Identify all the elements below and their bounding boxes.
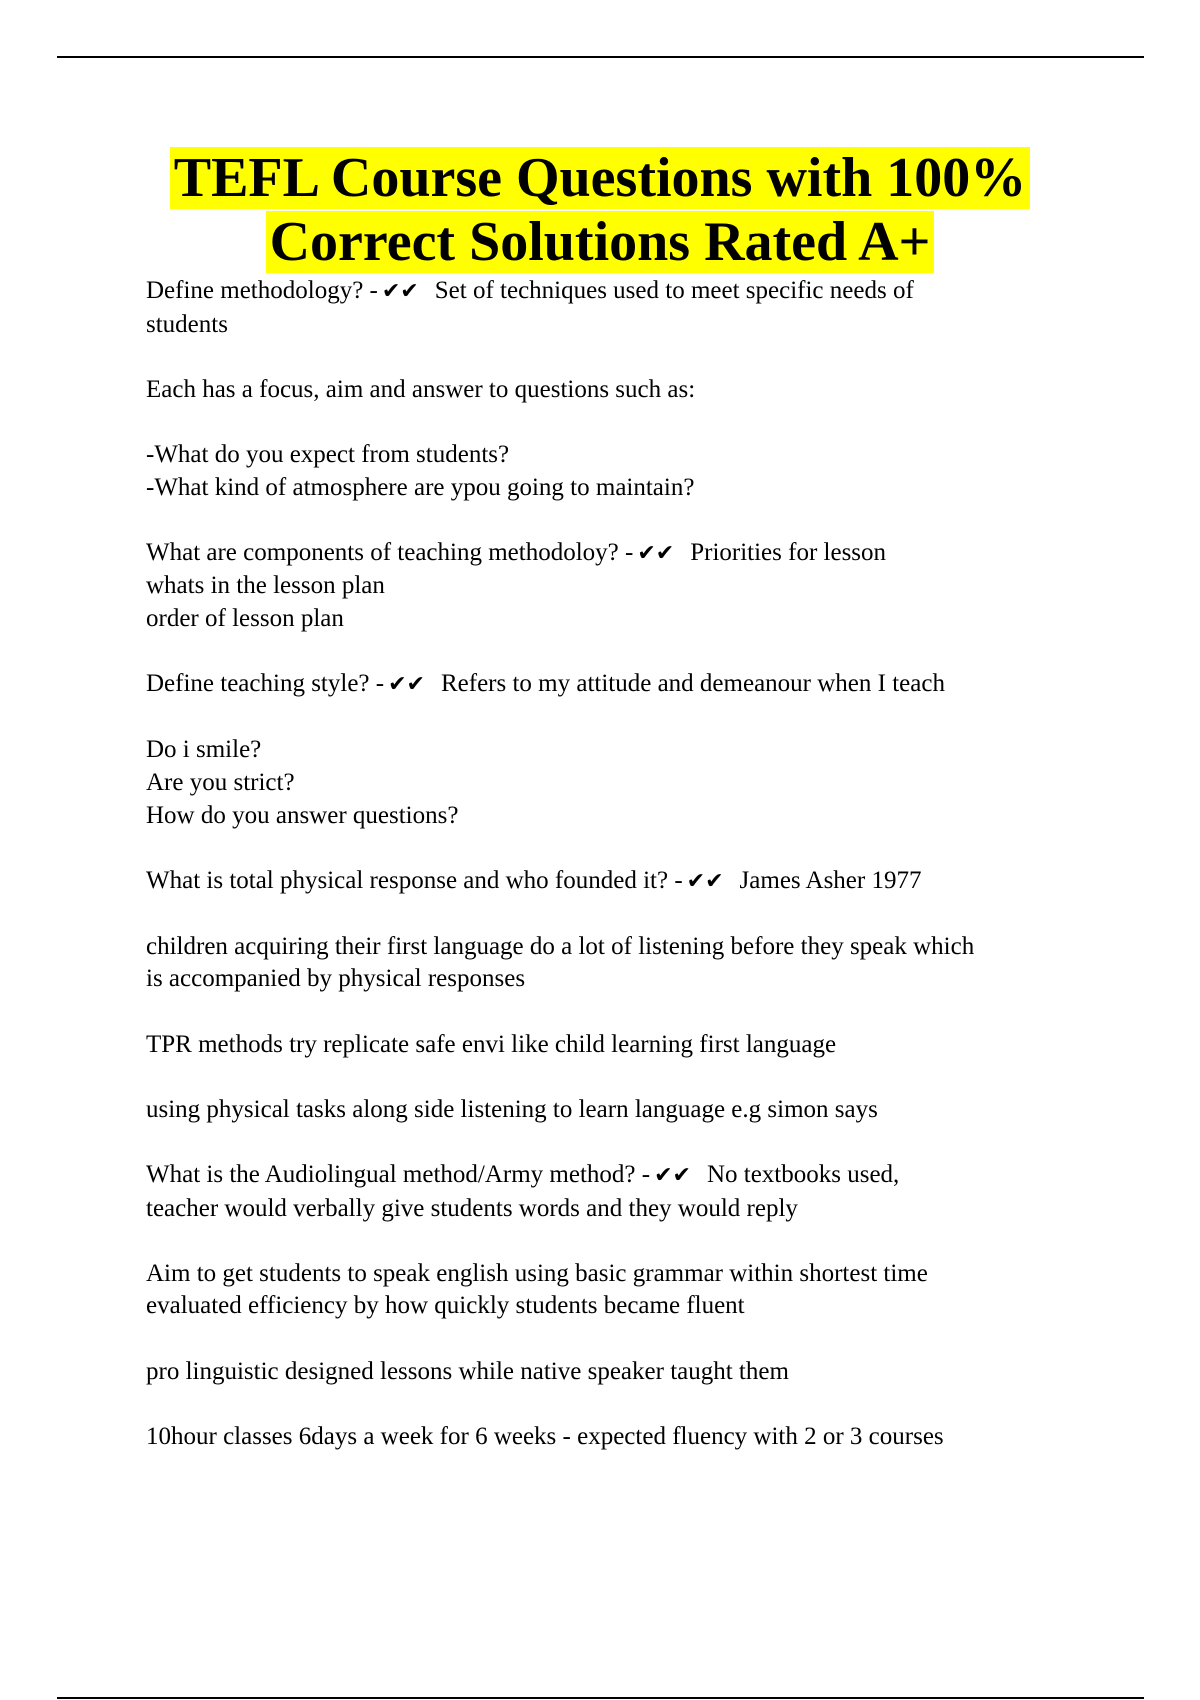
- note-line: children acquiring their first language do a lot of listening before they speak which: [146, 932, 975, 960]
- double-check-icon: ✔✔: [388, 672, 425, 698]
- note-line: TPR methods try replicate safe envi like child learning first language: [146, 1030, 837, 1058]
- note-paragraph: [146, 374, 1096, 407]
- note-line: pro linguistic designed lessons while native speaker taught them: [146, 1357, 789, 1385]
- answer-text-cont: whats in the lesson plan: [146, 572, 385, 600]
- answer-text-cont: order of lesson plan: [146, 604, 344, 632]
- note-paragraph: [146, 1029, 1096, 1062]
- bottom-rule: [57, 1697, 1144, 1699]
- question-text: What is total physical response and who founded it? -: [146, 866, 683, 894]
- note-line: -What do you expect from students?: [146, 440, 510, 468]
- note-paragraph: [146, 439, 1096, 504]
- double-check-icon: ✔✔: [637, 540, 675, 566]
- note-paragraph: [146, 734, 1096, 832]
- answer-text: No textbooks used,: [706, 1161, 900, 1189]
- top-rule: [57, 56, 1144, 58]
- qa-item: [146, 537, 1096, 636]
- note-line: Do i smile?: [146, 736, 262, 764]
- note-paragraph: [146, 931, 1096, 996]
- qa-item: [146, 275, 1096, 341]
- note-line: Aim to get students to speak english using basic grammar within shortest time: [146, 1259, 928, 1287]
- document-title: [0, 146, 1200, 274]
- note-line: Are you strict?: [146, 768, 295, 796]
- note-line: Each has a focus, aim and answer to questions such as:: [146, 375, 696, 403]
- double-check-icon: ✔✔: [686, 868, 724, 894]
- document-body: [146, 275, 1096, 1486]
- note-line: using physical tasks along side listening to learn language e.g simon says: [146, 1095, 878, 1123]
- answer-text-cont: students: [146, 310, 228, 338]
- note-line: is accompanied by physical responses: [146, 965, 526, 993]
- question-text: Define methodology? -: [146, 277, 378, 304]
- answer-text: Set of techniques used to meet specific needs of: [434, 277, 914, 304]
- note-paragraph: [146, 1094, 1096, 1127]
- note-line: How do you answer questions?: [146, 801, 459, 829]
- qa-item: [146, 865, 1096, 899]
- qa-item: [146, 1159, 1096, 1225]
- answer-text: Priorities for lesson: [690, 538, 887, 566]
- note-line: evaluated efficiency by how quickly students became fluent: [146, 1292, 745, 1320]
- double-check-icon: ✔✔: [381, 279, 419, 304]
- note-paragraph: [146, 1421, 1096, 1454]
- note-line: -What kind of atmosphere are ypou going to maintain?: [146, 473, 695, 501]
- note-paragraph: [146, 1258, 1096, 1323]
- note-paragraph: [146, 1356, 1096, 1389]
- answer-text: Refers to my attitude and demeanour when I teach: [440, 670, 945, 698]
- title-line-1: TEFL Course Questions with 100%: [170, 147, 1031, 209]
- question-text: Define teaching style? -: [146, 670, 385, 698]
- question-text: What is the Audiolingual method/Army method? -: [146, 1161, 651, 1189]
- question-text: What are components of teaching methodoloy? -: [146, 538, 634, 566]
- answer-text-cont: teacher would verbally give students words and they would reply: [146, 1194, 798, 1222]
- qa-item: [146, 668, 1096, 702]
- double-check-icon: ✔✔: [654, 1163, 691, 1189]
- answer-text: James Asher 1977: [739, 866, 922, 894]
- title-line-2: Correct Solutions Rated A+: [266, 211, 935, 273]
- note-line: 10hour classes 6days a week for 6 weeks - expected fluency with 2 or 3 courses: [146, 1422, 944, 1450]
